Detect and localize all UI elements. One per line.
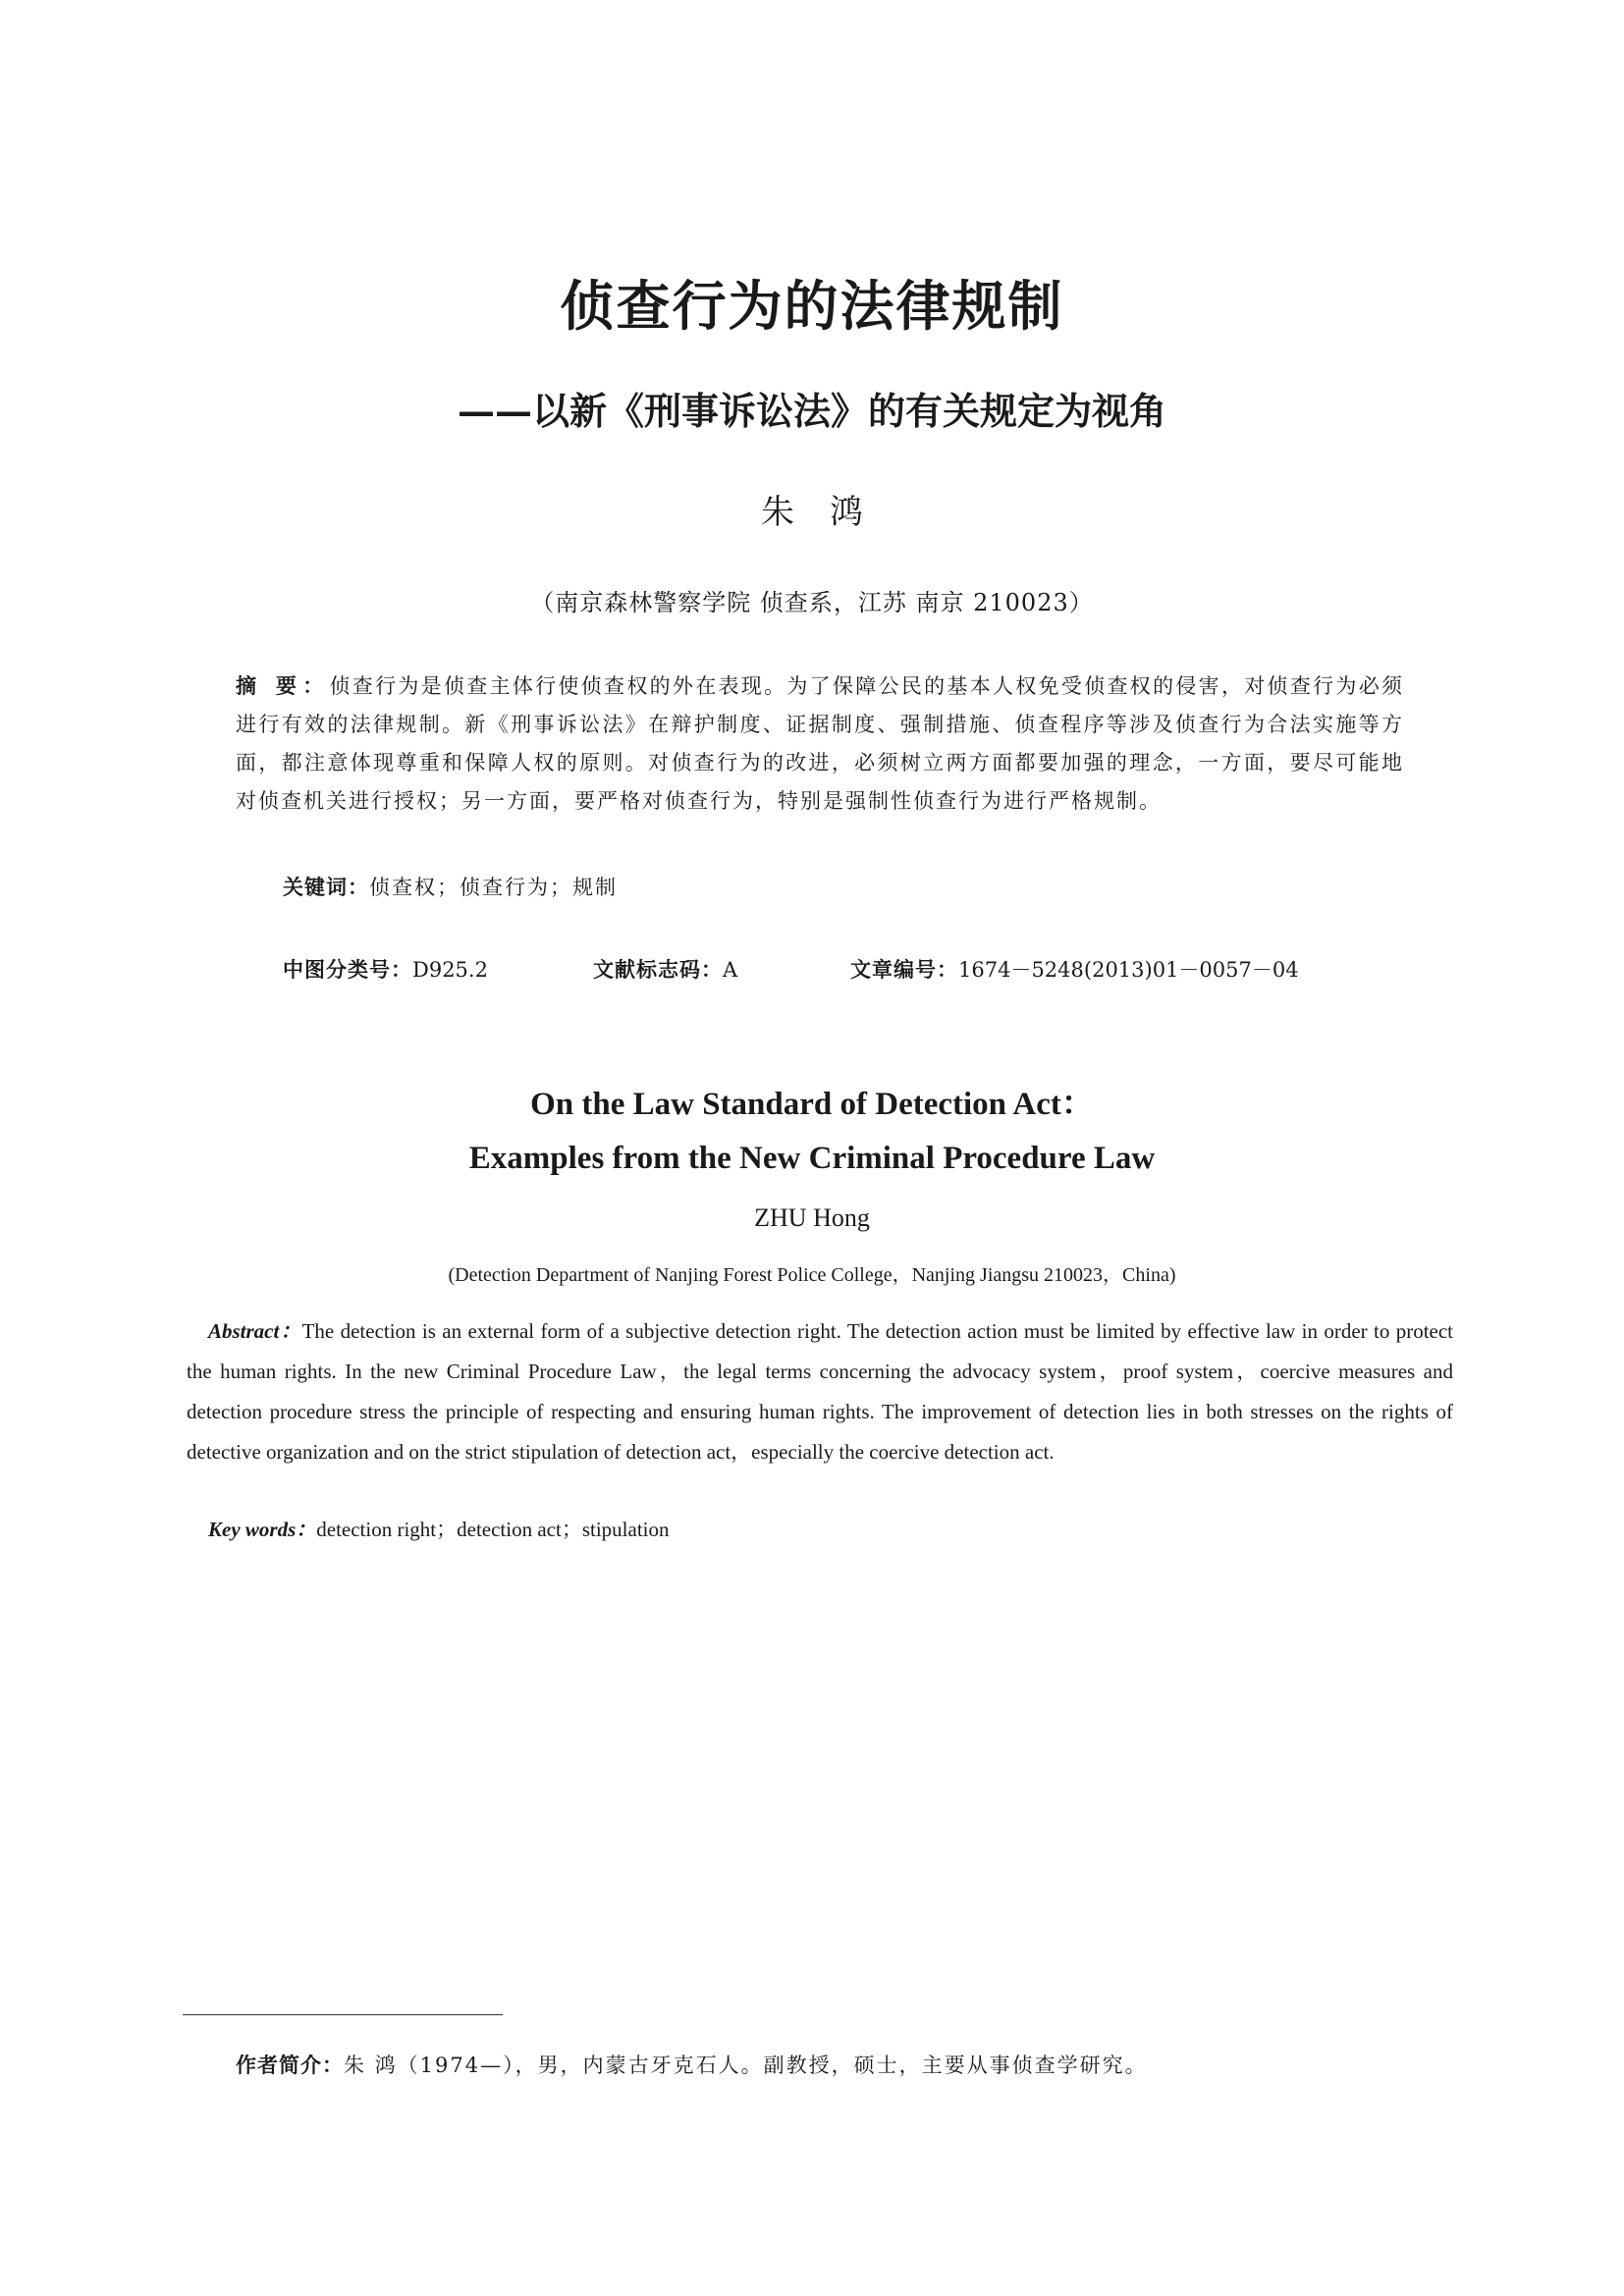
footnote-text: 朱 鸿（1974—），男，内蒙古牙克石人。副教授，硕士，主要从事侦查学研究。 <box>344 2054 1148 2077</box>
chinese-title: 侦查行为的法律规制 <box>560 274 1064 338</box>
english-keywords <box>208 1514 670 1543</box>
english-keywords-label: Key words： <box>208 1518 317 1541</box>
chinese-abstract-text: 侦查行为是侦查主体行使侦查权的外在表现。为了保障公民的基本人权免受侦查权的侵害，对侦查行为必须进行有效的法律规制。新《刑事诉讼法》在辩护制度、证据制度、强制措施、侦查程序等涉及侦查行为合法实施等方面，都注意体现尊重和保障人权的原则。对侦查行为的改进，必须树立两方面都要加强的理念，一方面，要尽可能地对侦查机关进行授权；另一方面，要严格对侦查行为，特别是强制性侦查行为进行严格规制。 <box>236 674 1405 813</box>
english-title <box>0 1078 1624 1186</box>
clc-value: D925.2 <box>412 958 488 982</box>
article-number <box>850 954 1299 984</box>
chinese-subtitle: ——以新《刑事诉讼法》的有关规定为视角 <box>457 389 1166 433</box>
english-keywords-text: detection right；detection act；stipulation <box>316 1518 670 1541</box>
document-code-value: A <box>723 958 738 982</box>
chinese-affiliation: （南京森林警察学院 侦查系，江苏 南京 210023） <box>530 589 1094 616</box>
english-abstract-label: Abstract： <box>208 1319 302 1343</box>
english-abstract-text: The detection is an external form of a subjective detection right. The detection action must be limited by effective law in order to protect the human rights. In the new Criminal Procedure Law，the legal terms concerning the advocacy system，proof system，coercive measures and detection procedure stress the principle of respecting and ensuring human rights. The improvement of detection lies in both stresses on the rights of detective organization and on the strict stipulation of detection act，especially the coercive detection act. <box>187 1319 1454 1464</box>
chinese-abstract-label: 摘 要： <box>236 674 330 698</box>
english-abstract <box>187 1311 1453 1472</box>
english-title-line-2: Examples from the New Criminal Procedure Law <box>468 1141 1156 1176</box>
english-affiliation: (Detection Department of Nanjing Forest Police College，Nanjing Jiangsu 210023，China) <box>448 1264 1176 1286</box>
chinese-keywords-text: 侦查权；侦查行为；规制 <box>369 876 618 899</box>
english-title-line-1: On the Law Standard of Detection Act： <box>530 1087 1094 1122</box>
english-author: ZHU Hong <box>754 1203 870 1232</box>
chinese-author: 朱鸿 <box>761 493 898 532</box>
footnote-label: 作者简介： <box>236 2054 344 2077</box>
document-code <box>593 954 737 984</box>
footnote-divider <box>183 2014 503 2015</box>
chinese-keywords-label: 关键词： <box>283 876 369 899</box>
document-code-label: 文献标志码： <box>593 958 723 982</box>
chinese-abstract <box>236 667 1404 821</box>
clc-label: 中图分类号： <box>283 958 412 982</box>
chinese-keywords <box>283 872 618 901</box>
clc-number <box>283 954 488 984</box>
article-number-label: 文章编号： <box>850 958 958 982</box>
author-footnote <box>236 2050 1148 2079</box>
article-number-value: 1674－5248(2013)01－0057－04 <box>958 958 1299 982</box>
